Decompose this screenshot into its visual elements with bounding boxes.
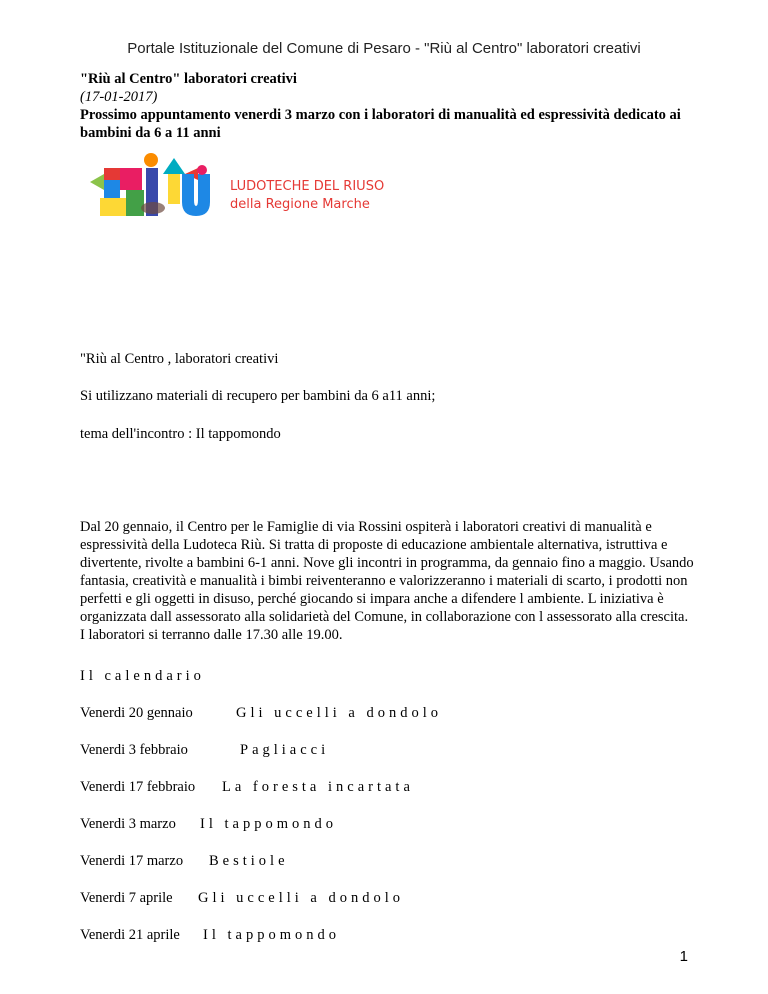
page-number: 1 [679, 948, 688, 965]
calendar-title: Gli uccelli a dondolo [198, 890, 405, 906]
calendar-heading: Il calendario [80, 668, 205, 684]
body-subtitle: "Riù al Centro , laboratori creativi [80, 351, 279, 367]
svg-text:della Regione Marche: della Regione Marche [230, 197, 370, 212]
calendar-date: Venerdi 3 marzo [80, 816, 176, 832]
running-header: Portale Istituzionale del Comune di Pesaro - "Riù al Centro" laboratori creativi [127, 40, 641, 57]
calendar-date: Venerdi 7 aprile [80, 890, 173, 906]
calendar-row [80, 889, 404, 907]
calendar-row [80, 926, 340, 944]
article-lead: Prossimo appuntamento venerdi 3 marzo con i laboratori di manualità ed espressività dedicato ai bambini da 6 a 11 anni [80, 107, 681, 141]
calendar-date: Venerdi 17 febbraio [80, 779, 196, 795]
calendar-row [80, 815, 337, 833]
calendar-row [80, 852, 289, 870]
body-materials: Si utilizzano materiali di recupero per bambini da 6 a11 anni; [80, 388, 436, 404]
article-title: "Riù al Centro" laboratori creativi [80, 71, 297, 87]
calendar-title: Bestiole [209, 853, 289, 869]
body-theme: tema dell'incontro : Il tappomondo [80, 426, 281, 442]
calendar-date: Venerdi 20 gennaio [80, 705, 193, 721]
calendar-title: Pagliacci [240, 742, 330, 758]
svg-text:LUDOTECHE DEL RIUSO: LUDOTECHE DEL RIUSO [230, 179, 385, 194]
riu-logo [90, 150, 390, 230]
calendar-date: Venerdi 21 aprile [80, 927, 180, 943]
calendar-row [80, 741, 329, 759]
calendar-date: Venerdi 17 marzo [80, 853, 184, 869]
calendar-title: Il tappomondo [200, 816, 337, 832]
calendar-row [80, 778, 414, 796]
article-header [80, 70, 700, 142]
calendar-title: Gli uccelli a dondolo [236, 705, 443, 721]
riu-logo-graphic [90, 150, 390, 230]
article-date: (17-01-2017) [80, 89, 158, 105]
calendar-title: La foresta incartata [222, 779, 414, 795]
calendar-title: Il tappomondo [203, 927, 340, 943]
calendar-date: Venerdi 3 febbraio [80, 742, 188, 758]
calendar-row [80, 704, 442, 722]
body-paragraph: Dal 20 gennaio, il Centro per le Famiglie di via Rossini ospiterà i laboratori creativi di manualità e espressività della Ludoteca Riù. Si tratta di proposte di educazione ambientale alternativa, istruttiva e divertente, rivolte a bambini 6-1 anni. Nove gli incontri in programma, da gennaio fino a maggio. Usando fantasia, creatività e manualità i bimbi reiventeranno e valorizzeranno i materiali di scarto, i prodotti non perfetti e gli oggetti in disuso, perché giocando si impara anche a difendere l ambiente. L iniziativa è organizzata dall assessorato alla solidarietà del Comune, in collaborazione con l assessorato alla crescita. I laboratori si terranno dalle 17.30 alle 19.00. [80, 519, 694, 643]
